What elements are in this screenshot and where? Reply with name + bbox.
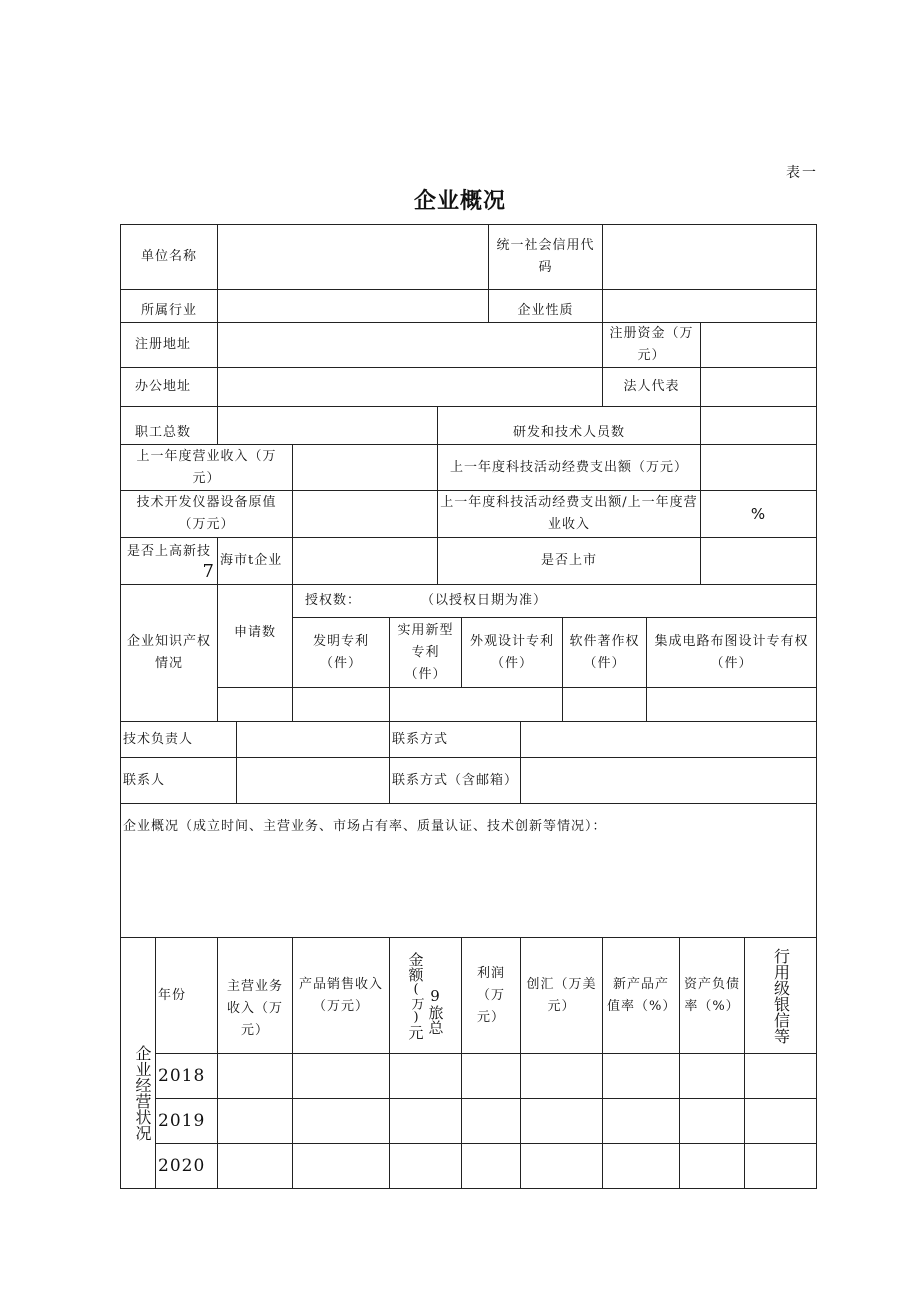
rd-staff-field[interactable] — [701, 407, 816, 444]
hightech-field[interactable] — [293, 538, 437, 584]
label-unit-name: 单位名称 — [140, 249, 197, 264]
table-cell-input[interactable] — [521, 1144, 602, 1188]
contact-email-field[interactable] — [521, 758, 816, 803]
label-hightech-2: 海市t企业 — [220, 553, 283, 568]
header-new-product: 新产品产值率（%） — [607, 977, 677, 1014]
header-debt-ratio: 资产负债率（%） — [683, 977, 740, 1014]
label-apply: 申请数 — [233, 625, 276, 640]
ic-layout-count-field[interactable] — [647, 688, 816, 721]
label-reg-address: 注册地址 — [134, 337, 191, 352]
label-nature: 企业性质 — [517, 303, 574, 318]
table-cell-input[interactable] — [680, 1099, 744, 1143]
label-hightech — [121, 538, 217, 584]
page-title: 企业概况 — [413, 189, 506, 214]
overview-field[interactable] — [121, 846, 816, 936]
label-invention: 发明专利（件） — [312, 633, 369, 671]
table-cell-input[interactable] — [680, 1144, 744, 1188]
label-software: 软件著作权（件） — [569, 633, 640, 671]
legal-rep-field[interactable] — [701, 368, 816, 406]
credit-code-field[interactable] — [603, 225, 816, 289]
header-tax-c: 元 — [406, 1024, 425, 1040]
table-cell-input[interactable] — [293, 1099, 389, 1143]
label-contact-person: 联系人 — [123, 772, 166, 788]
year-cell-2018: 2018 — [158, 1066, 206, 1086]
invention-count-field[interactable] — [293, 688, 389, 721]
revenue-last-field[interactable] — [293, 445, 437, 490]
industry-field[interactable] — [218, 290, 488, 322]
tech-lead-field[interactable] — [237, 722, 389, 757]
reg-capital-field[interactable] — [701, 323, 816, 367]
table-cell-input[interactable] — [218, 1144, 292, 1188]
header-sales-revenue: 产品销售收入（万元） — [298, 977, 383, 1014]
header-tax-right — [427, 957, 445, 1035]
label-granted-text: 授权数： — [305, 593, 362, 608]
header-tax-e: 旅总 — [426, 1004, 445, 1035]
table-cell-input[interactable] — [521, 1054, 602, 1098]
year-cell-2019: 2019 — [158, 1111, 206, 1131]
label-revenue-last: 上一年度营业收入（万元） — [136, 448, 277, 486]
header-profit: 利润（万元） — [476, 965, 505, 1025]
header-year: 年份 — [158, 987, 187, 1003]
label-hightech-text: 是否上高新技 — [126, 544, 211, 559]
table-cell-input[interactable] — [462, 1054, 520, 1098]
label-st-expense: 上一年度科技活动经费支出额（万元） — [449, 459, 688, 475]
software-count-field[interactable] — [563, 688, 646, 721]
label-contact-method: 联系方式 — [392, 731, 449, 747]
unit-name-field[interactable] — [218, 225, 488, 289]
table-cell-input[interactable] — [462, 1099, 520, 1143]
label-staff-total: 职工总数 — [134, 425, 191, 440]
equip-value-field[interactable] — [293, 491, 437, 537]
label-hightech-mark: 7 — [202, 561, 215, 582]
utility-design-count-field[interactable] — [390, 688, 562, 721]
label-operation-section: 企业经营状况 — [133, 1045, 152, 1141]
label-listed: 是否上市 — [540, 553, 597, 568]
listed-field[interactable] — [701, 538, 816, 584]
label-tech-lead: 技术负责人 — [123, 731, 194, 747]
header-forex: 创汇（万美元） — [526, 977, 597, 1014]
label-legal-rep: 法人代表 — [623, 379, 680, 394]
table-cell-input[interactable] — [218, 1099, 292, 1143]
label-credit-code: 统一社会信用代码 — [496, 238, 595, 275]
header-tax — [390, 938, 461, 1053]
nature-field[interactable] — [603, 290, 816, 322]
label-reg-capital: 注册资金（万元） — [609, 326, 694, 363]
header-tax-left — [407, 952, 425, 1040]
header-tax-a: 金额 — [406, 951, 425, 982]
table-cell-input[interactable] — [680, 1054, 744, 1098]
office-address-field[interactable] — [218, 368, 602, 406]
label-overview: 企业概况（成立时间、主营业务、市场占有率、质量认证、技术创新等情况）： — [123, 819, 607, 834]
table-cell-input[interactable] — [603, 1144, 679, 1188]
table-cell-input[interactable] — [745, 1099, 816, 1143]
table-cell-input[interactable] — [521, 1099, 602, 1143]
header-tax-b: (万) — [408, 981, 424, 1025]
table-cell-input[interactable] — [293, 1054, 389, 1098]
header-main-revenue: 主营业务收入（万元） — [226, 978, 283, 1038]
year-cell-2020: 2020 — [158, 1156, 206, 1176]
table-cell-input[interactable] — [462, 1144, 520, 1188]
table-cell-input[interactable] — [293, 1144, 389, 1188]
label-industry: 所属行业 — [140, 303, 197, 318]
table-cell-input[interactable] — [745, 1054, 816, 1098]
header-bank-credit: 行用级银信等 — [771, 947, 791, 1044]
label-equip-value: 技术开发仪器设备原值（万元） — [136, 495, 277, 532]
header-tax-d: 9 — [430, 986, 441, 1005]
label-office-address: 办公地址 — [134, 379, 191, 394]
table-number: 表一 — [786, 165, 818, 181]
staff-total-field[interactable] — [218, 407, 437, 444]
contact-method-field[interactable] — [521, 722, 816, 757]
table-cell-input[interactable] — [390, 1144, 461, 1188]
table-cell-input[interactable] — [603, 1054, 679, 1098]
label-ic-layout: 集成电路布图设计专有权（件） — [654, 633, 809, 671]
table-cell-input[interactable] — [745, 1144, 816, 1188]
label-utility: 实用新型专利（件） — [397, 622, 454, 682]
reg-address-field[interactable] — [218, 323, 602, 367]
table-cell-input[interactable] — [603, 1099, 679, 1143]
label-rd-staff: 研发和技术人员数 — [512, 425, 625, 440]
table-cell-input[interactable] — [218, 1054, 292, 1098]
label-expense-ratio: 上一年度科技活动经费支出额/上一年度营业收入 — [440, 495, 698, 532]
label-ip-section: 企业知识产权情况 — [127, 634, 212, 671]
label-granted-note: （以授权日期为准） — [421, 593, 548, 608]
st-expense-field[interactable] — [701, 445, 816, 490]
label-granted — [293, 585, 816, 617]
table-cell-input[interactable] — [390, 1099, 461, 1143]
contact-person-field[interactable] — [237, 758, 389, 803]
table-cell-input[interactable] — [390, 1054, 461, 1098]
label-contact-email: 联系方式（含邮箱） — [392, 772, 519, 788]
apply-count-field[interactable] — [218, 688, 292, 721]
label-design: 外观设计专利（件） — [469, 633, 554, 671]
expense-ratio-field[interactable] — [701, 491, 816, 537]
percent-sign: % — [750, 505, 767, 523]
